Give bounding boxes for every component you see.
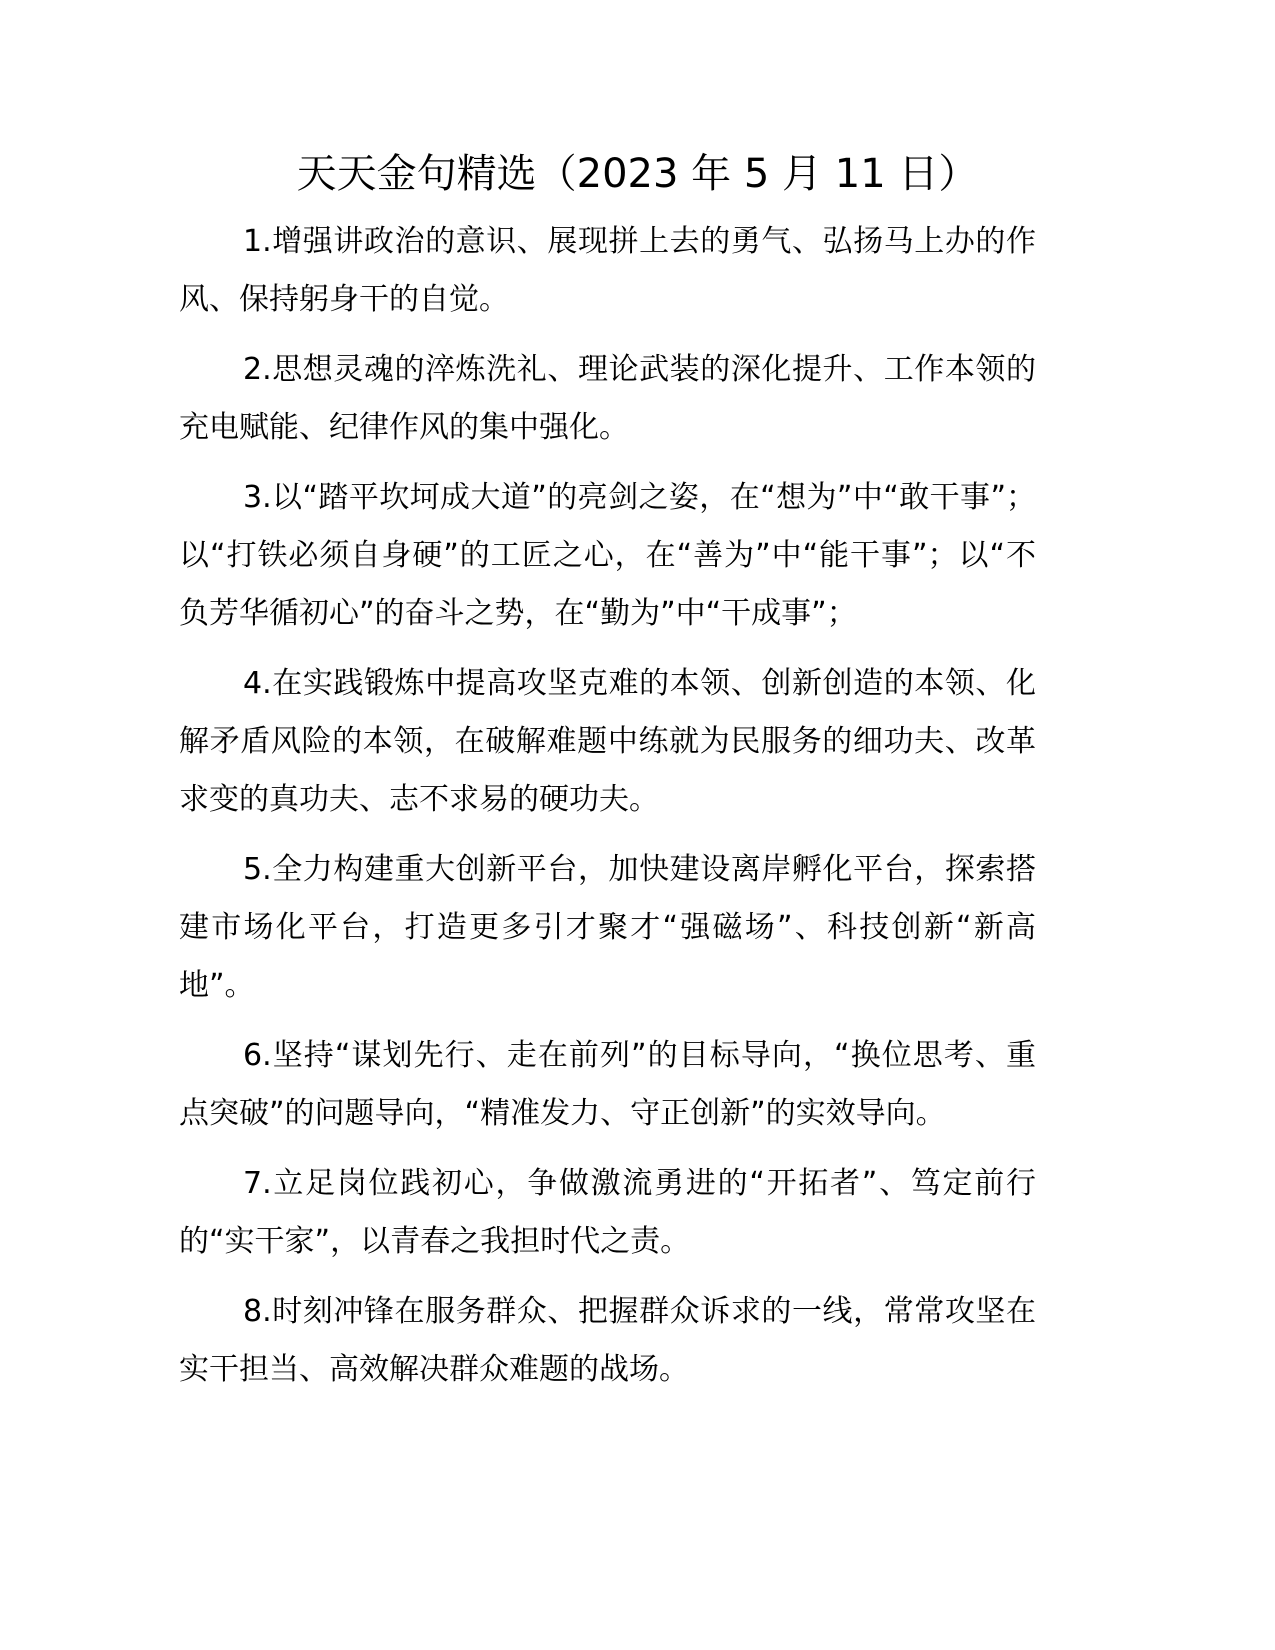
- paragraph-5: 5.全力构建重大创新平台，加快建设离岸孵化平台，探索搭建市场化平台，打造更多引才聚才“强磁场”、科技创新“新高地”。: [179, 852, 1036, 1003]
- paragraph-4: 4.在实践锻炼中提高攻坚克难的本领、创新创造的本领、化解矛盾风险的本领，在破解难题中练就为民服务的细功夫、改革求变的真功夫、志不求易的硬功夫。: [179, 666, 1036, 817]
- paragraph-6: 6.坚持“谋划先行、走在前列”的目标导向，“换位思考、重点突破”的问题导向，“精准发力、守正创新”的实效导向。: [179, 1038, 1036, 1131]
- document-title: 天天金句精选（2023 年 5 月 11 日）: [296, 151, 979, 197]
- paragraph-3: 3.以“踏平坎坷成大道”的亮剑之姿，在“想为”中“敢干事”；以“打铁必须自身硬”的工匠之心，在“善为”中“能干事”；以“不负芳华循初心”的奋斗之势，在“勤为”中“干成事”；: [179, 480, 1036, 631]
- paragraph-1: 1.增强讲政治的意识、展现拼上去的勇气、弘扬马上办的作风、保持躬身干的自觉。: [179, 224, 1036, 317]
- paragraph-2: 2.思想灵魂的淬炼洗礼、理论武装的深化提升、工作本领的充电赋能、纪律作风的集中强化。: [179, 352, 1036, 445]
- paragraph-8: 8.时刻冲锋在服务群众、把握群众诉求的一线，常常攻坚在实干担当、高效解决群众难题的战场。: [179, 1294, 1036, 1387]
- document-body: [179, 213, 1036, 1411]
- paragraph-7: 7.立足岗位践初心，争做激流勇进的“开拓者”、笃定前行的“实干家”，以青春之我担时代之责。: [179, 1166, 1036, 1259]
